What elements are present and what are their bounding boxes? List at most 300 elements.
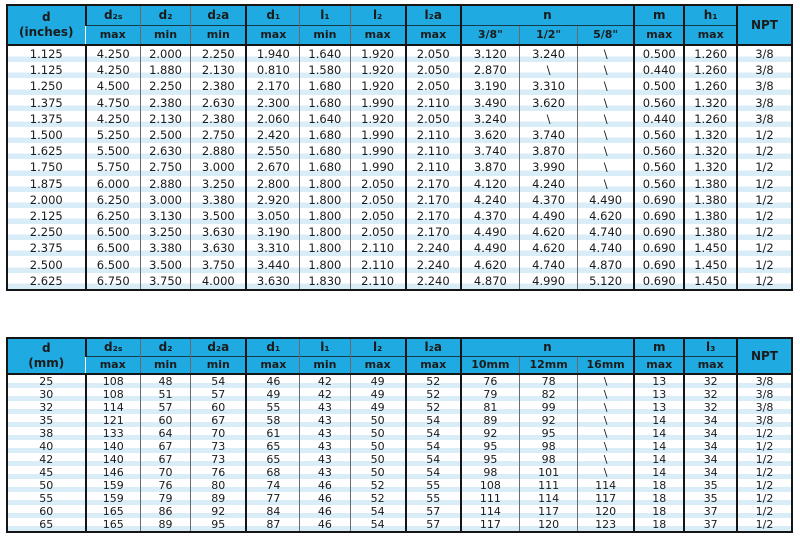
data-cell: 95 <box>461 453 520 466</box>
col-header-sym: d₁ <box>246 5 299 25</box>
data-cell: 50 <box>350 427 406 440</box>
data-cell: 37 <box>684 518 737 532</box>
data-cell: 43 <box>300 453 350 466</box>
data-cell: 1.380 <box>684 192 737 208</box>
data-cell: 3.240 <box>520 45 578 62</box>
data-cell: 4.250 <box>86 111 141 127</box>
data-cell: 3.990 <box>520 159 578 175</box>
col-header-sym: d₂ₛ <box>86 5 141 25</box>
table-row <box>7 401 792 414</box>
data-cell: 40 <box>7 440 86 453</box>
data-cell: 89 <box>140 518 190 532</box>
data-cell: 52 <box>406 388 461 401</box>
data-cell: 1.920 <box>350 78 406 94</box>
data-cell: 2.240 <box>406 240 461 256</box>
unit-header: d (mm) <box>7 338 86 374</box>
data-cell: 3.740 <box>461 143 520 159</box>
data-cell: 1.380 <box>684 224 737 240</box>
data-cell: 2.420 <box>246 127 299 143</box>
table-row <box>7 240 792 256</box>
data-cell: 18 <box>634 492 684 505</box>
data-cell: 1.380 <box>684 208 737 224</box>
data-cell: 46 <box>246 374 299 388</box>
data-cell: 123 <box>578 518 635 532</box>
data-cell: 2.170 <box>246 78 299 94</box>
data-cell: 3.380 <box>140 240 190 256</box>
data-cell: 35 <box>684 479 737 492</box>
data-cell: 57 <box>140 401 190 414</box>
data-cell: 3.630 <box>191 240 247 256</box>
data-cell: 18 <box>634 479 684 492</box>
data-cell: 0.440 <box>634 62 684 78</box>
n-subcol-header: 10mm <box>461 356 520 374</box>
data-cell: 13 <box>634 401 684 414</box>
data-cell: 1.990 <box>350 159 406 175</box>
data-cell: 0.560 <box>634 95 684 111</box>
data-cell: 3.750 <box>140 273 190 290</box>
data-cell: 5.120 <box>578 273 635 290</box>
data-cell: 67 <box>140 453 190 466</box>
table-row <box>7 427 792 440</box>
data-cell: 61 <box>246 427 299 440</box>
data-cell: \ <box>578 78 635 94</box>
data-cell: 3/8 <box>737 45 792 62</box>
data-cell: 4.620 <box>461 256 520 272</box>
data-cell: 67 <box>191 414 247 427</box>
data-cell: 2.250 <box>191 45 247 62</box>
data-cell: 49 <box>350 401 406 414</box>
data-cell: \ <box>578 159 635 175</box>
data-cell: 81 <box>461 401 520 414</box>
data-cell: 78 <box>520 374 578 388</box>
data-cell: \ <box>578 45 635 62</box>
data-cell: 121 <box>86 414 141 427</box>
col-header-limit: max <box>684 356 737 374</box>
npt-header: NPT <box>737 5 792 45</box>
data-cell: 95 <box>461 440 520 453</box>
data-cell: 54 <box>406 453 461 466</box>
data-cell: 2.380 <box>140 95 190 111</box>
col-header-limit: max <box>684 25 737 45</box>
data-cell: 42 <box>300 374 350 388</box>
table-row <box>7 273 792 290</box>
data-cell: 34 <box>684 440 737 453</box>
data-cell: 0.690 <box>634 208 684 224</box>
col-header-limit: max <box>86 356 141 374</box>
data-cell: 55 <box>406 479 461 492</box>
data-cell: 2.240 <box>406 256 461 272</box>
data-cell: \ <box>578 453 635 466</box>
data-cell: 3.500 <box>140 256 190 272</box>
data-cell: 165 <box>86 505 141 518</box>
data-cell: 1/2 <box>737 453 792 466</box>
data-cell: 3.250 <box>140 224 190 240</box>
data-cell: \ <box>520 62 578 78</box>
data-cell: 43 <box>300 466 350 479</box>
data-cell: 38 <box>7 427 86 440</box>
data-cell: 1.320 <box>684 127 737 143</box>
data-cell: 2.050 <box>406 78 461 94</box>
data-cell: 2.870 <box>461 62 520 78</box>
mm-table <box>6 337 793 533</box>
data-cell: 1.320 <box>684 143 737 159</box>
data-cell: 1.625 <box>7 143 86 159</box>
data-cell: 3.380 <box>191 192 247 208</box>
col-header-sym: l₂ <box>350 5 406 25</box>
data-cell: 35 <box>7 414 86 427</box>
data-cell: 1/2 <box>737 256 792 272</box>
data-cell: 0.690 <box>634 224 684 240</box>
data-cell: 4.370 <box>520 192 578 208</box>
data-cell: 92 <box>191 505 247 518</box>
data-cell: \ <box>578 388 635 401</box>
col-header-limit: max <box>350 356 406 374</box>
data-cell: \ <box>578 440 635 453</box>
data-cell: 5.750 <box>86 159 141 175</box>
data-cell: 3.000 <box>191 159 247 175</box>
data-cell: 0.690 <box>634 256 684 272</box>
data-cell: 4.870 <box>461 273 520 290</box>
data-cell: 0.500 <box>634 45 684 62</box>
data-cell: 1.260 <box>684 78 737 94</box>
data-cell: 57 <box>191 388 247 401</box>
data-cell: 1.640 <box>300 45 350 62</box>
data-cell: 2.110 <box>406 143 461 159</box>
data-cell: 32 <box>684 374 737 388</box>
data-cell: 51 <box>140 388 190 401</box>
table-row <box>7 143 792 159</box>
data-cell: 2.130 <box>140 111 190 127</box>
data-cell: 34 <box>684 453 737 466</box>
data-cell: 3/8 <box>737 401 792 414</box>
data-cell: 1/2 <box>737 159 792 175</box>
data-cell: 2.750 <box>191 127 247 143</box>
col-header-sym: h₁ <box>684 5 737 25</box>
data-cell: 2.625 <box>7 273 86 290</box>
col-header-limit: min <box>140 25 190 45</box>
data-cell: 25 <box>7 374 86 388</box>
data-cell: 14 <box>634 427 684 440</box>
data-cell: 67 <box>140 440 190 453</box>
data-cell: 3.740 <box>520 127 578 143</box>
data-cell: 43 <box>300 401 350 414</box>
data-cell: 34 <box>684 414 737 427</box>
data-cell: \ <box>578 414 635 427</box>
data-cell: 3/8 <box>737 388 792 401</box>
data-cell: 1/2 <box>737 505 792 518</box>
table-row <box>7 95 792 111</box>
data-cell: 108 <box>86 388 141 401</box>
data-cell: 4.490 <box>578 192 635 208</box>
data-cell: 1.800 <box>300 224 350 240</box>
table-row <box>7 492 792 505</box>
table-row <box>7 374 792 388</box>
table-row <box>7 159 792 175</box>
data-cell: 34 <box>684 427 737 440</box>
table-row <box>7 224 792 240</box>
data-cell: 0.690 <box>634 192 684 208</box>
data-cell: 46 <box>300 492 350 505</box>
data-cell: 92 <box>461 427 520 440</box>
data-cell: 2.380 <box>191 78 247 94</box>
data-cell: 114 <box>461 505 520 518</box>
data-cell: 140 <box>86 453 141 466</box>
col-header-limit: max <box>406 25 461 45</box>
data-cell: 2.060 <box>246 111 299 127</box>
col-header-sym: l₂a <box>406 338 461 356</box>
data-cell: 1.680 <box>300 143 350 159</box>
data-cell: 4.490 <box>520 208 578 224</box>
data-cell: 1.580 <box>300 62 350 78</box>
data-cell: 3/8 <box>737 414 792 427</box>
data-cell: 13 <box>634 388 684 401</box>
data-cell: 4.740 <box>578 240 635 256</box>
n-subcol-header: 5/8" <box>578 25 635 45</box>
data-cell: 43 <box>300 414 350 427</box>
col-header-limit: max <box>246 356 299 374</box>
data-cell: 89 <box>191 492 247 505</box>
data-cell: 1/2 <box>737 479 792 492</box>
data-cell: 79 <box>461 388 520 401</box>
data-cell: 50 <box>350 453 406 466</box>
col-header-limit: min <box>191 356 247 374</box>
data-cell: 3.440 <box>246 256 299 272</box>
data-cell: 2.250 <box>140 78 190 94</box>
data-cell: 1/2 <box>737 224 792 240</box>
data-cell: 2.050 <box>350 224 406 240</box>
data-cell: 1.250 <box>7 78 86 94</box>
data-cell: 60 <box>140 414 190 427</box>
data-cell: 2.050 <box>350 176 406 192</box>
data-cell: 2.050 <box>406 45 461 62</box>
table-row <box>7 388 792 401</box>
data-cell: 52 <box>350 479 406 492</box>
data-cell: 92 <box>520 414 578 427</box>
data-cell: 1/2 <box>737 440 792 453</box>
data-cell: 1/2 <box>737 427 792 440</box>
data-cell: 117 <box>578 492 635 505</box>
data-cell: 1.380 <box>684 176 737 192</box>
data-cell: 58 <box>246 414 299 427</box>
data-cell: 54 <box>406 427 461 440</box>
data-cell: 4.490 <box>461 240 520 256</box>
data-cell: 2.880 <box>191 143 247 159</box>
data-cell: 1.990 <box>350 127 406 143</box>
col-header-limit: min <box>140 356 190 374</box>
data-cell: 57 <box>406 505 461 518</box>
data-cell: 1.940 <box>246 45 299 62</box>
data-cell: 0.440 <box>634 111 684 127</box>
data-cell: 3.240 <box>461 111 520 127</box>
table-row <box>7 111 792 127</box>
data-cell: 46 <box>300 518 350 532</box>
data-cell: 54 <box>406 414 461 427</box>
data-cell: 4.990 <box>520 273 578 290</box>
table-row <box>7 176 792 192</box>
data-cell: 1.320 <box>684 159 737 175</box>
data-cell: 48 <box>140 374 190 388</box>
col-header-sym: m <box>634 5 684 25</box>
data-cell: 117 <box>461 518 520 532</box>
data-cell: 14 <box>634 440 684 453</box>
data-cell: 2.170 <box>406 208 461 224</box>
data-cell: 111 <box>461 492 520 505</box>
data-cell: 140 <box>86 440 141 453</box>
data-cell: 68 <box>246 466 299 479</box>
data-cell: 1.125 <box>7 45 86 62</box>
data-cell: 4.000 <box>191 273 247 290</box>
data-cell: 3/8 <box>737 374 792 388</box>
data-cell: 82 <box>520 388 578 401</box>
data-cell: 1/2 <box>737 192 792 208</box>
data-cell: 77 <box>246 492 299 505</box>
table-row <box>7 518 792 532</box>
data-cell: 4.240 <box>520 176 578 192</box>
col-header-sym: l₁ <box>300 5 350 25</box>
data-cell: 3/8 <box>737 111 792 127</box>
data-cell: 50 <box>7 479 86 492</box>
data-cell: 4.740 <box>520 256 578 272</box>
data-cell: 3.310 <box>246 240 299 256</box>
data-cell: 52 <box>406 401 461 414</box>
data-cell: 95 <box>520 427 578 440</box>
table-row <box>7 505 792 518</box>
col-header-sym: d₂ <box>140 338 190 356</box>
data-cell: 1.680 <box>300 159 350 175</box>
data-cell: 76 <box>191 466 247 479</box>
data-cell: 55 <box>406 492 461 505</box>
data-cell: \ <box>578 401 635 414</box>
data-cell: 4.370 <box>461 208 520 224</box>
data-cell: 1.450 <box>684 256 737 272</box>
table-row <box>7 78 792 94</box>
data-cell: 49 <box>350 374 406 388</box>
data-cell: 57 <box>406 518 461 532</box>
data-cell: 46 <box>300 505 350 518</box>
data-cell: 1.920 <box>350 45 406 62</box>
data-cell: 49 <box>246 388 299 401</box>
data-cell: 2.000 <box>140 45 190 62</box>
data-cell: 60 <box>191 401 247 414</box>
table-row <box>7 440 792 453</box>
data-cell: 1.990 <box>350 95 406 111</box>
data-cell: 2.500 <box>7 256 86 272</box>
data-cell: 98 <box>520 440 578 453</box>
data-cell: 3.630 <box>191 224 247 240</box>
data-cell: \ <box>578 143 635 159</box>
data-cell: 1.680 <box>300 127 350 143</box>
data-cell: 6.250 <box>86 208 141 224</box>
col-header-sym: l₃ <box>684 338 737 356</box>
data-cell: 6.500 <box>86 256 141 272</box>
data-cell: 2.110 <box>350 256 406 272</box>
data-cell: 34 <box>684 466 737 479</box>
data-cell: 2.630 <box>140 143 190 159</box>
col-header-sym: l₂ <box>350 338 406 356</box>
data-cell: 2.170 <box>406 224 461 240</box>
data-cell: 80 <box>191 479 247 492</box>
data-cell: 1.800 <box>300 208 350 224</box>
data-cell: 2.375 <box>7 240 86 256</box>
col-header-sym: d₂a <box>191 338 247 356</box>
unit-header: d (inches) <box>7 5 86 45</box>
data-cell: 2.300 <box>246 95 299 111</box>
data-cell: 50 <box>350 414 406 427</box>
data-cell: \ <box>578 374 635 388</box>
table-row <box>7 208 792 224</box>
data-cell: 1.260 <box>684 62 737 78</box>
data-cell: 133 <box>86 427 141 440</box>
col-header-limit: max <box>246 25 299 45</box>
data-cell: 1/2 <box>737 492 792 505</box>
data-cell: 4.740 <box>578 224 635 240</box>
data-cell: 65 <box>246 453 299 466</box>
data-cell: 1.800 <box>300 240 350 256</box>
table-row <box>7 192 792 208</box>
data-cell: 2.050 <box>406 62 461 78</box>
data-cell: 1.800 <box>300 256 350 272</box>
data-cell: 4.120 <box>461 176 520 192</box>
data-cell: 32 <box>684 401 737 414</box>
data-cell: 2.050 <box>350 192 406 208</box>
data-cell: 1.880 <box>140 62 190 78</box>
data-cell: 89 <box>461 414 520 427</box>
table-row <box>7 127 792 143</box>
data-cell: 1/2 <box>737 143 792 159</box>
data-cell: 1/2 <box>737 176 792 192</box>
col-header-limit: max <box>350 25 406 45</box>
data-cell: 3.050 <box>246 208 299 224</box>
data-cell: 1/2 <box>737 208 792 224</box>
data-cell: 1.800 <box>300 192 350 208</box>
inches-table <box>6 4 793 291</box>
data-cell: 70 <box>140 466 190 479</box>
data-cell: 4.620 <box>578 208 635 224</box>
col-header-sym: d₂ <box>140 5 190 25</box>
data-cell: 1/2 <box>737 127 792 143</box>
n-subcol-header: 1/2" <box>520 25 578 45</box>
data-cell: 52 <box>406 374 461 388</box>
data-cell: \ <box>578 62 635 78</box>
table-row <box>7 256 792 272</box>
data-cell: 84 <box>246 505 299 518</box>
data-cell: \ <box>520 111 578 127</box>
data-cell: 1.680 <box>300 78 350 94</box>
data-cell: 64 <box>140 427 190 440</box>
data-cell: 3.190 <box>246 224 299 240</box>
data-cell: 2.550 <box>246 143 299 159</box>
data-cell: 14 <box>634 453 684 466</box>
table-row <box>7 414 792 427</box>
data-cell: 73 <box>191 440 247 453</box>
data-cell: 0.690 <box>634 273 684 290</box>
col-header-sym: d₁ <box>246 338 299 356</box>
data-cell: 120 <box>578 505 635 518</box>
data-cell: 43 <box>300 440 350 453</box>
data-cell: 4.490 <box>461 224 520 240</box>
data-cell: 14 <box>634 466 684 479</box>
data-cell: \ <box>578 427 635 440</box>
data-cell: 1/2 <box>737 240 792 256</box>
data-cell: 73 <box>191 453 247 466</box>
data-cell: 1.640 <box>300 111 350 127</box>
col-header-limit: max <box>86 25 141 45</box>
data-cell: 55 <box>7 492 86 505</box>
data-cell: 5.250 <box>86 127 141 143</box>
table-row <box>7 466 792 479</box>
data-cell: 0.560 <box>634 127 684 143</box>
data-cell: 32 <box>7 401 86 414</box>
